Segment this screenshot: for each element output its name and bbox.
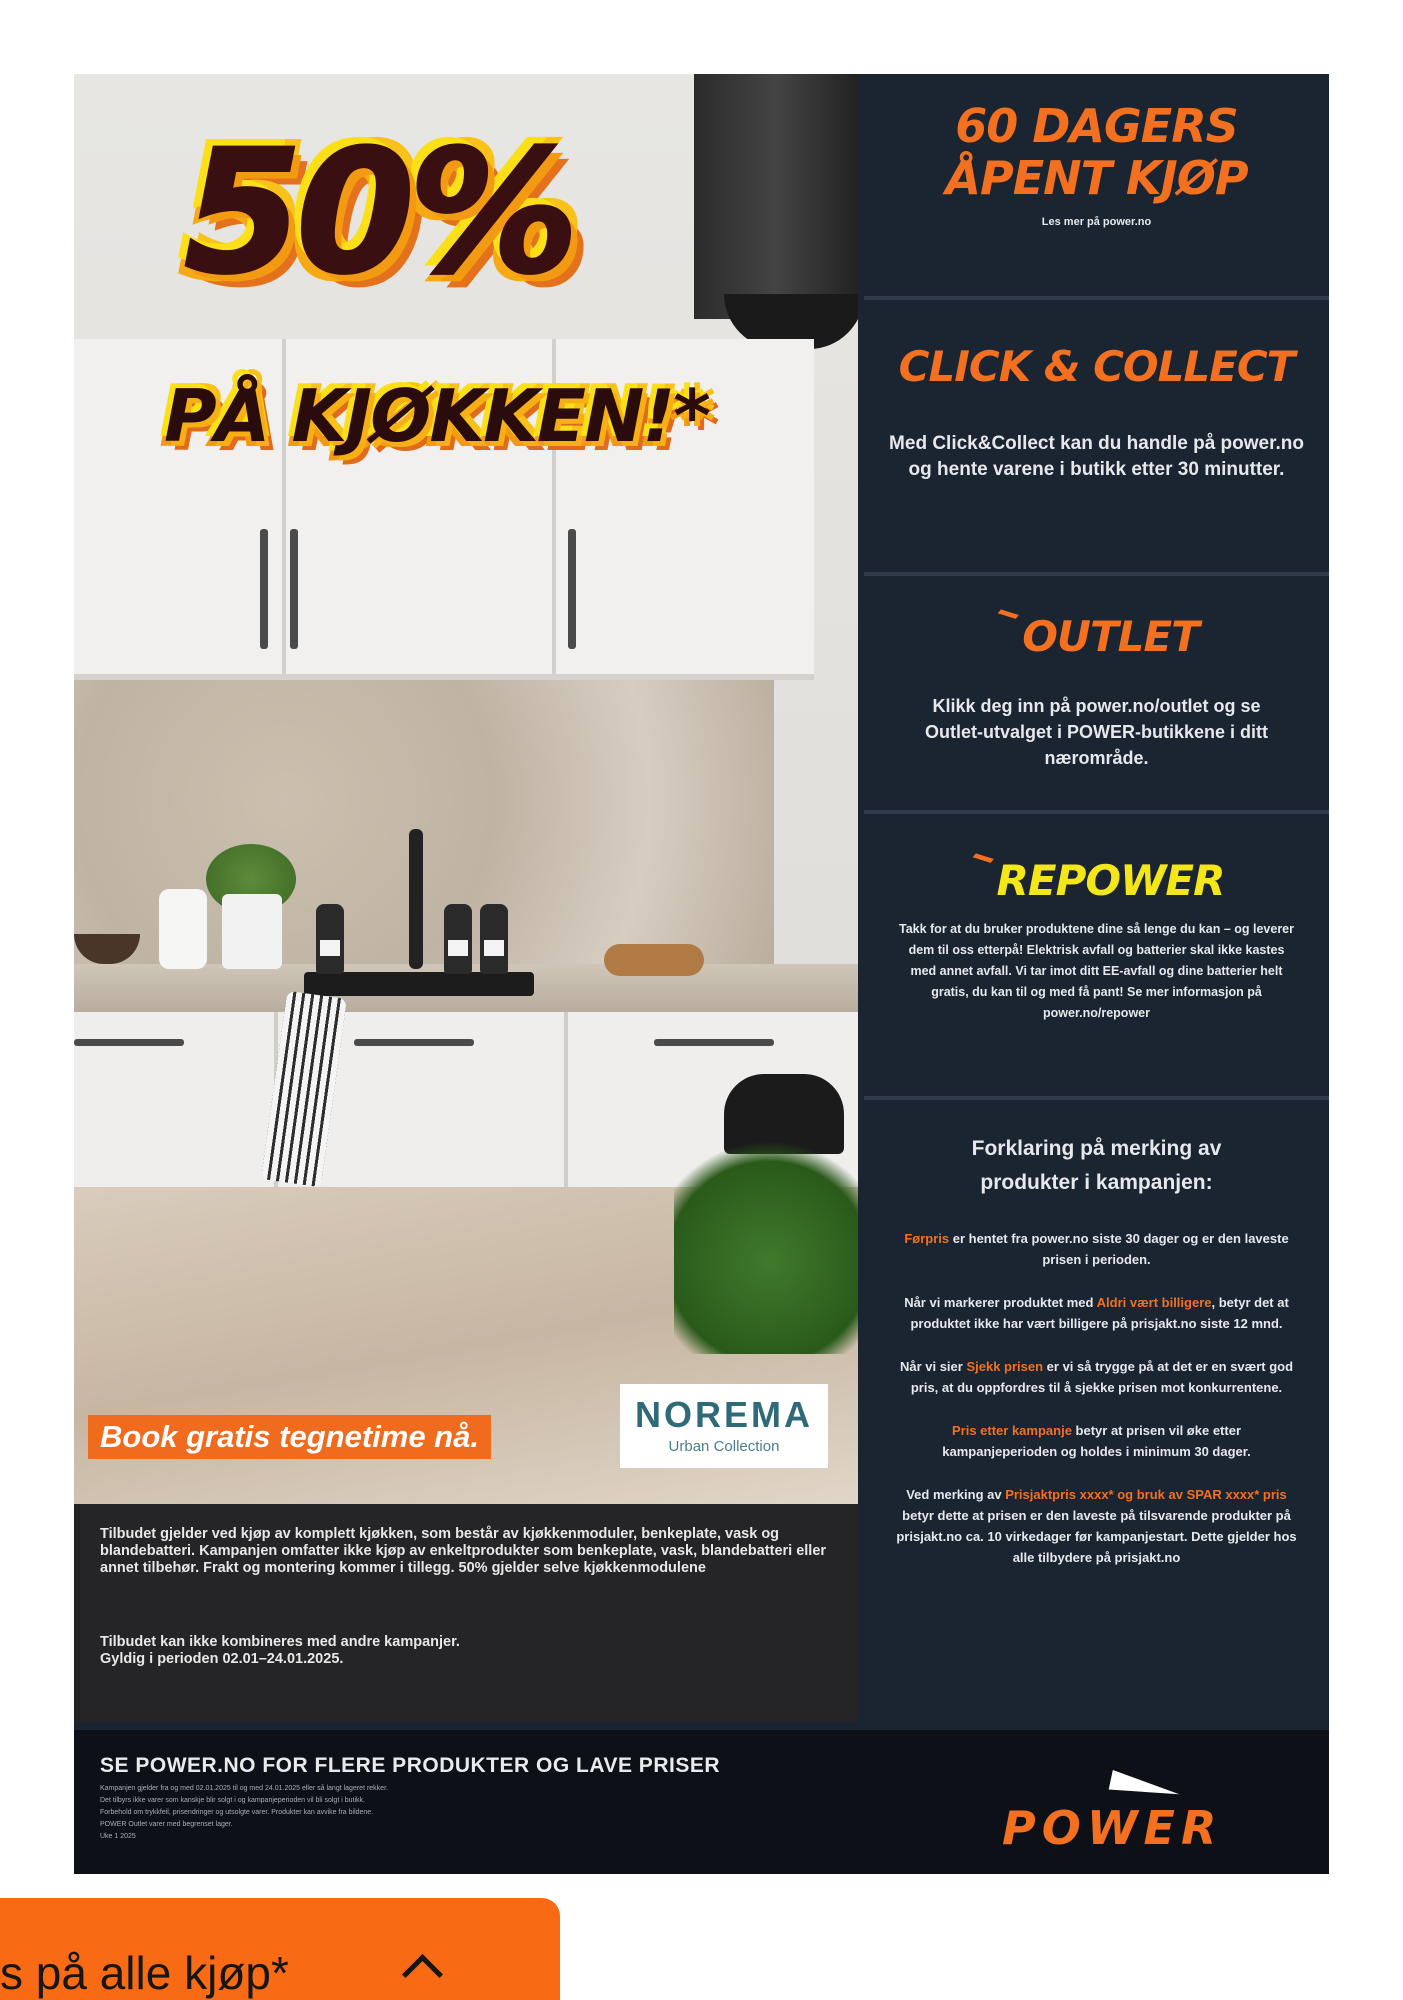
discount-percent: 50% xyxy=(184,114,573,312)
disclaimer-terms xyxy=(100,1634,840,1668)
drawer-handle xyxy=(654,1039,774,1046)
leafy-greens xyxy=(674,1124,858,1354)
outlet-body: Klikk deg inn på power.no/outlet og se Outlet-utvalget i POWER-butikkene i ditt nærområde. xyxy=(924,696,1268,768)
legend-highlight: Aldri vært billigere xyxy=(1096,1295,1212,1310)
repower-title xyxy=(864,814,1329,905)
bottle xyxy=(480,904,508,974)
outlet-title xyxy=(864,576,1329,661)
repower-body: Takk for at du bruker produktene dine så lenge du kan – og leverer dem til oss etterpå! Elektrisk avfall og batterier skal ikke kastes med annet avfall. Vi tar imot ditt EE-avfall og dine batterier helt gratis, du kan til og med få pant! Se mer informasjon på power.no/repower xyxy=(898,922,1294,1020)
swoosh-icon xyxy=(991,609,1019,626)
bottle xyxy=(444,904,472,974)
cta-text: s på alle kjøp* xyxy=(0,1947,289,1999)
offer-disclaimer xyxy=(74,1504,858,1722)
kitchen-photo xyxy=(74,74,858,1504)
white-jug xyxy=(159,889,207,969)
power-logo-text: POWER xyxy=(1002,1801,1223,1855)
legend-item xyxy=(900,1228,1293,1270)
disclaimer-text: Tilbudet gjelder ved kjøp av komplett kjøkken, som består av kjøkkenmoduler, benkeplate, vask og blandebatteri. Kampanjen omfatter ikke kjøp av enkeltprodukter som benkeplate, vask, blandebatteri eller annet tilbehør. Frakt og montering kommer i tillegg. 50% gjelder selve kjøkkenmodulene xyxy=(100,1526,827,1576)
brand-name: NOREMA xyxy=(635,1394,813,1435)
click-collect-panel xyxy=(864,300,1329,576)
power-logo xyxy=(1002,1795,1312,1855)
legend-highlight: Prisjaktpris xxxx* og bruk av SPAR xxxx* pris xyxy=(1005,1487,1287,1502)
book-drawing-session-button[interactable]: Book gratis tegnetime nå. xyxy=(88,1415,491,1459)
fine-print: Kampanjen gjelder fra og med 02.01.2025 til og med 24.01.2025 eller så langt lageret rekker. xyxy=(100,1785,388,1792)
discount-subtitle: PÅ KJØKKEN!* xyxy=(164,374,709,458)
cabinet-handle xyxy=(260,529,268,649)
faucet xyxy=(409,829,423,969)
legend-highlight: Sjekk prisen xyxy=(966,1359,1044,1374)
legend-highlight: Pris etter kampanje xyxy=(951,1423,1072,1438)
legend-item xyxy=(904,1420,1289,1462)
outlet-title-text: OUTLET xyxy=(1022,612,1199,661)
chevron-up-icon[interactable] xyxy=(402,1954,443,1995)
open-buy-panel xyxy=(864,74,1329,300)
click-collect-body: Med Click&Collect kan du handle på power.no og hente varene i butikk etter 30 minutter. xyxy=(889,433,1304,480)
legend-panel xyxy=(864,1100,1329,1722)
legend-text: , betyr det at produktet ikke har vært billigere på prisjakt.no siste 12 mnd. xyxy=(910,1295,1289,1331)
flyer xyxy=(74,74,1329,1874)
brand-sub: Urban Collection xyxy=(668,1438,780,1455)
footer-headline: SE POWER.NO FOR FLERE PRODUKTER OG LAVE PRISER xyxy=(100,1754,720,1777)
disclaimer-validity: Gyldig i perioden 02.01–24.01.2025. xyxy=(100,1651,344,1667)
click-collect-title: CLICK & COLLECT xyxy=(898,342,1295,391)
legend-title: Forklaring på merking av produkter i kampanjen: xyxy=(971,1137,1222,1194)
legend-item xyxy=(892,1356,1301,1398)
cabinet-divider xyxy=(564,1012,568,1187)
legend-text: Når vi markerer produktet med xyxy=(904,1295,1097,1310)
outlet-panel xyxy=(864,576,1329,814)
legend-text: betyr dette at prisen er den laveste på tilsvarende produkter på prisjakt.no ca. 10 virkedager før kampanjestart. Dette gjelder hos alle tilbydere på prisjakt.no xyxy=(896,1508,1297,1565)
repower-panel xyxy=(864,814,1329,1100)
drawer-handle xyxy=(354,1039,474,1046)
legend-text: betyr at prisen vil øke etter kampanjeperioden og holdes i minimum 30 dager. xyxy=(942,1423,1251,1459)
plant-pot xyxy=(222,894,282,969)
open-buy-body: Les mer på power.no xyxy=(1041,216,1152,228)
fine-print: Det tilbyrs ikke varer som kanskje blir solgt i og kampanjeperioden vil bli solgt i butikk. xyxy=(100,1797,365,1804)
legend-text: Når vi sier xyxy=(899,1359,967,1374)
fine-print: Uke 1 2025 xyxy=(100,1833,136,1840)
legend-text: er hentet fra power.no siste 30 dager og er den laveste prisen i perioden. xyxy=(949,1231,1289,1267)
open-buy-title-line1: 60 DAGERS xyxy=(955,99,1238,153)
norema-logo xyxy=(620,1384,828,1468)
offer-cta-bar[interactable] xyxy=(0,1898,560,2000)
bread-board xyxy=(604,944,704,976)
drawer-handle xyxy=(74,1039,184,1046)
sink xyxy=(304,972,534,996)
open-buy-title xyxy=(864,74,1329,204)
legend-highlight: Førpris xyxy=(904,1231,950,1246)
legend-item xyxy=(890,1484,1303,1568)
bottle xyxy=(316,904,344,974)
repower-title-text: REPOWER xyxy=(996,856,1225,905)
fine-print: Forbehold om trykkfeil, prisendringer og utsolgte varer. Produkter kan avvike fra bildene. xyxy=(100,1809,374,1816)
legend-text: Ved merking av xyxy=(906,1487,1006,1502)
footer-bar xyxy=(74,1730,1329,1874)
range-hood xyxy=(694,74,858,319)
open-buy-title-line2: ÅPENT KJØP xyxy=(945,151,1248,205)
legend-item xyxy=(888,1292,1305,1334)
cabinet-handle xyxy=(290,529,298,649)
cabinet-handle xyxy=(568,529,576,649)
swoosh-icon xyxy=(966,853,994,870)
fine-print: POWER Outlet varer med begrenset lager. xyxy=(100,1821,233,1828)
disclaimer-combine: Tilbudet kan ikke kombineres med andre kampanjer. xyxy=(100,1634,460,1650)
legend-text: er vi så trygge på at det er en svært god pris, at du oppfordres til å sjekke prisen mot konkurrentene. xyxy=(910,1359,1294,1395)
power-arrow-icon xyxy=(1109,1770,1182,1804)
